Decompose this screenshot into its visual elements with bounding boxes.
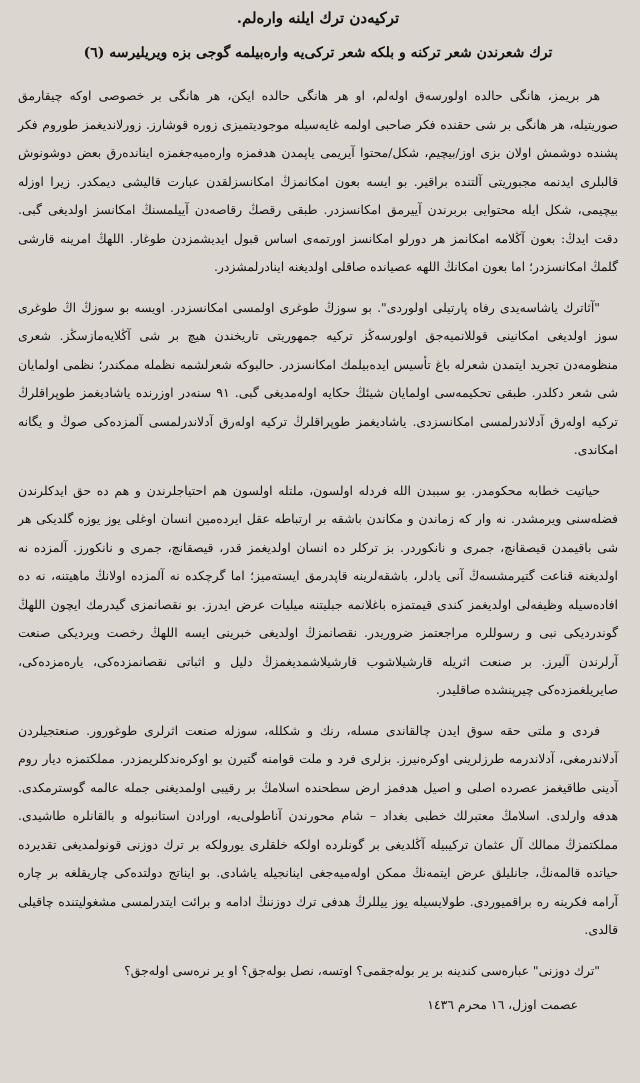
document-subtitle: ترك شعرندن شعر ترکنه و بلکه شعر ترکی‌یه واره‌بیلمه گوجی بزه ویریلیرسه (٦): [83, 45, 553, 61]
paragraph-3: حیاتیت خطابه محکومدر. بو سببدن الله فردله اولسون، ملتله اولسون هم احتیاجلرندن و هم ده حق ایدکلرندن فضله‌سنی ویرمشدر. نه وار که زماندن و مکاندن باشقه بر ارتباطه عقل ایردەمین انسان اوغلی یوز یوزه گلدیکی هر شی باقیمدن قیصقانچ، جمری و نانکوردر. بز ترکلر ده انسان اولدیغمز قدر، قیصقانچ، جمری و نانکورز. آلمزده نه اولدیغنه قناعت گتیرمشسه‌ڭ آنی یادلر، باشقەلرینه قاپدرمق ایسته‌میز؛ اما گرچکده نه آلمزده اولانڭ ماهیتنه، نه ده افاده‌سیله وظیفه‌لی اولدیغمز کندی قیمتمزه باغلانمه جبلیتنه میلیات عرض ایدرز. بو نقصانمزی گیدرمك ایچون اللهڭ گوندردیکی نبی و رسوللره مراجعتمز ضروریدر. نقصانمزڭ اولدیغی خبرینی ایسه اللهڭ رخصت ویردیکی صنعت آرلرندن آلیرز. بر صنعت اثریله قارشیلاشوب قارشیلاشمدیغمزڭ دلیل و اثباتی نقصانمزده‌کی، یاره‌مزده‌کی، صایریلغمزده‌کی چیرپنشده صاقلیدر.: [18, 482, 618, 697]
paragraph-2: "آثاترك یاشاسه‌یدی رفاه پارتیلی اولوردی". بو سوزڭ طوغری اولمسی امکانسزدر. اویسه بو سوزڭ اڭ طوغری سوز اولدیغی امکانینی قوللانمیه‌جق اولورسه‌ڭز ترکیه جمهوریتی تاریخندن هیچ بر شی آڭلایه‌مازسڭز. شعری منظومه‌دن تجرید ایتمدن شعرله باغ تأسیس ایده‌بیلمك امکانسزدر. حالبوکه شعرلشمه نظمله ممکندر؛ نظمی اولمایان شی شعر دکلدر. طبقی تحکیمه‌سی اولمایان شیئڭ حکایه اوله‌مدیغی گبی. ٩١ سنه‌در اوزرنده یاشادیغمز طوپراقلرڭ ترکیه اولەرق آدلاندرلمسی امکانسزدی. یاشادیغمز طوپراقلرڭ ترکیه اولەرق آدلاندرلمسی آلمزده‌کی صوڭ و یگانه امکاندی.: [18, 299, 618, 457]
author-signature: عصمت اوزل، ١٦ محرم ١٤٣٦: [427, 996, 578, 1012]
closing-question: "ترك دوزنی" عباره‌سی کندینه بر یر بوله‌جقمی؟ اوتسه، نصل بوله‌جق؟ او یر نره‌سی اوله‌جق؟: [124, 962, 600, 978]
paragraph-1: هر بریمز، هانگی حالده اولورسه‌ق اوله‌لم، او هر هانگی حالده ایکن، هر هانگی بر خصوصی اوکه چیقارمق صوریتیله، هر هانگی بر شی حقنده فکر صاحبی اولمه غایه‌سیله موجودیتمیزی زوره قوشارز. زورلاندیغمز طوروم فکر پشنده دوشمش اولان بزی اوز/بیچیم، شکل/محتوا آیریمی یاپمدن هدفمزه وارەمیه‌جغمزه اینانده‌رق بعض دوشونوش قالبلری ایدنمه مجبوریتی آلتنده براقیر. بو ایسه بعون امکانمزڭ امکانسزلقدن عبارت قالیشی دیمکدر. زیرا اوزله بیچیمی، شکل ایله محتوایی بربرندن آییرمق امکانسزدر. طبقی رقصڭ رقاصه‌دن آییلمسنڭ امکانسز اولدیغی گبی. دقت ایدڭ: بعون آڭلامه امکانمز هر دورلو امکانسز اورتمه‌ی اساس قبول ایدیشمزدن طوغار. اللهڭ امرینه قارشی گلمڭ امکانسزدر؛ اما بعون امکانڭ اللهه عصیانده صاقلی اولدیغنه اینادرلمشزدر.: [18, 88, 618, 274]
document-title: ترکیه‌دن ترك ایلنه واره‌لم.: [236, 9, 400, 27]
paragraph-4: فردی و ملتی حقه سوق ایدن چالقاندی مسله، رنك و شکلله، سوزله صنعت اثرلری طوغورور. صنعتجیلردن آدلاندرمغی، آدلاندرمه طرزلرینی اوکره‌نیرز. بزلری فرد و ملت قوامنه گتیرن بو اوکره‌ندکلریمزدر. مملکتمزه دیار روم آدینی طاقیغمز عصرده اصلی و اصیل هدفمز ارض سطحنده اسلامڭ بر رقیبی اولمدیغنی جمله عالمه گوسترمکدی. هدفه وارلدی. اسلامڭ معتبرلك خطبی بغداد – شام محورندن آناطولی‌یه، اورادن استانبوله و بالقانلره طاشیدی. مملکتمزڭ ممالك آل عثمان ترکیبیله آڭلدیغی بر گونلرده اولکه خلقلری یورولکه بر ترك دوزنی قونولمدیغی تقدیرده حیاتده قالمه‌نڭ، جانلیلق عرض ایتمه‌نڭ ممکن اوله‌میه‌جغی اینانجیله یاشادی. بو ایناتج دولتده‌کی چاریقلغه بر چاره آرامه فکرینه ره براقمیوردی. طولایسیله یوز ییللرڭ هدفی ترك دوزننڭ ادامه و برائت ایتدرلمسی مشغولیتنده چاقیلی قالدی.: [18, 722, 618, 937]
